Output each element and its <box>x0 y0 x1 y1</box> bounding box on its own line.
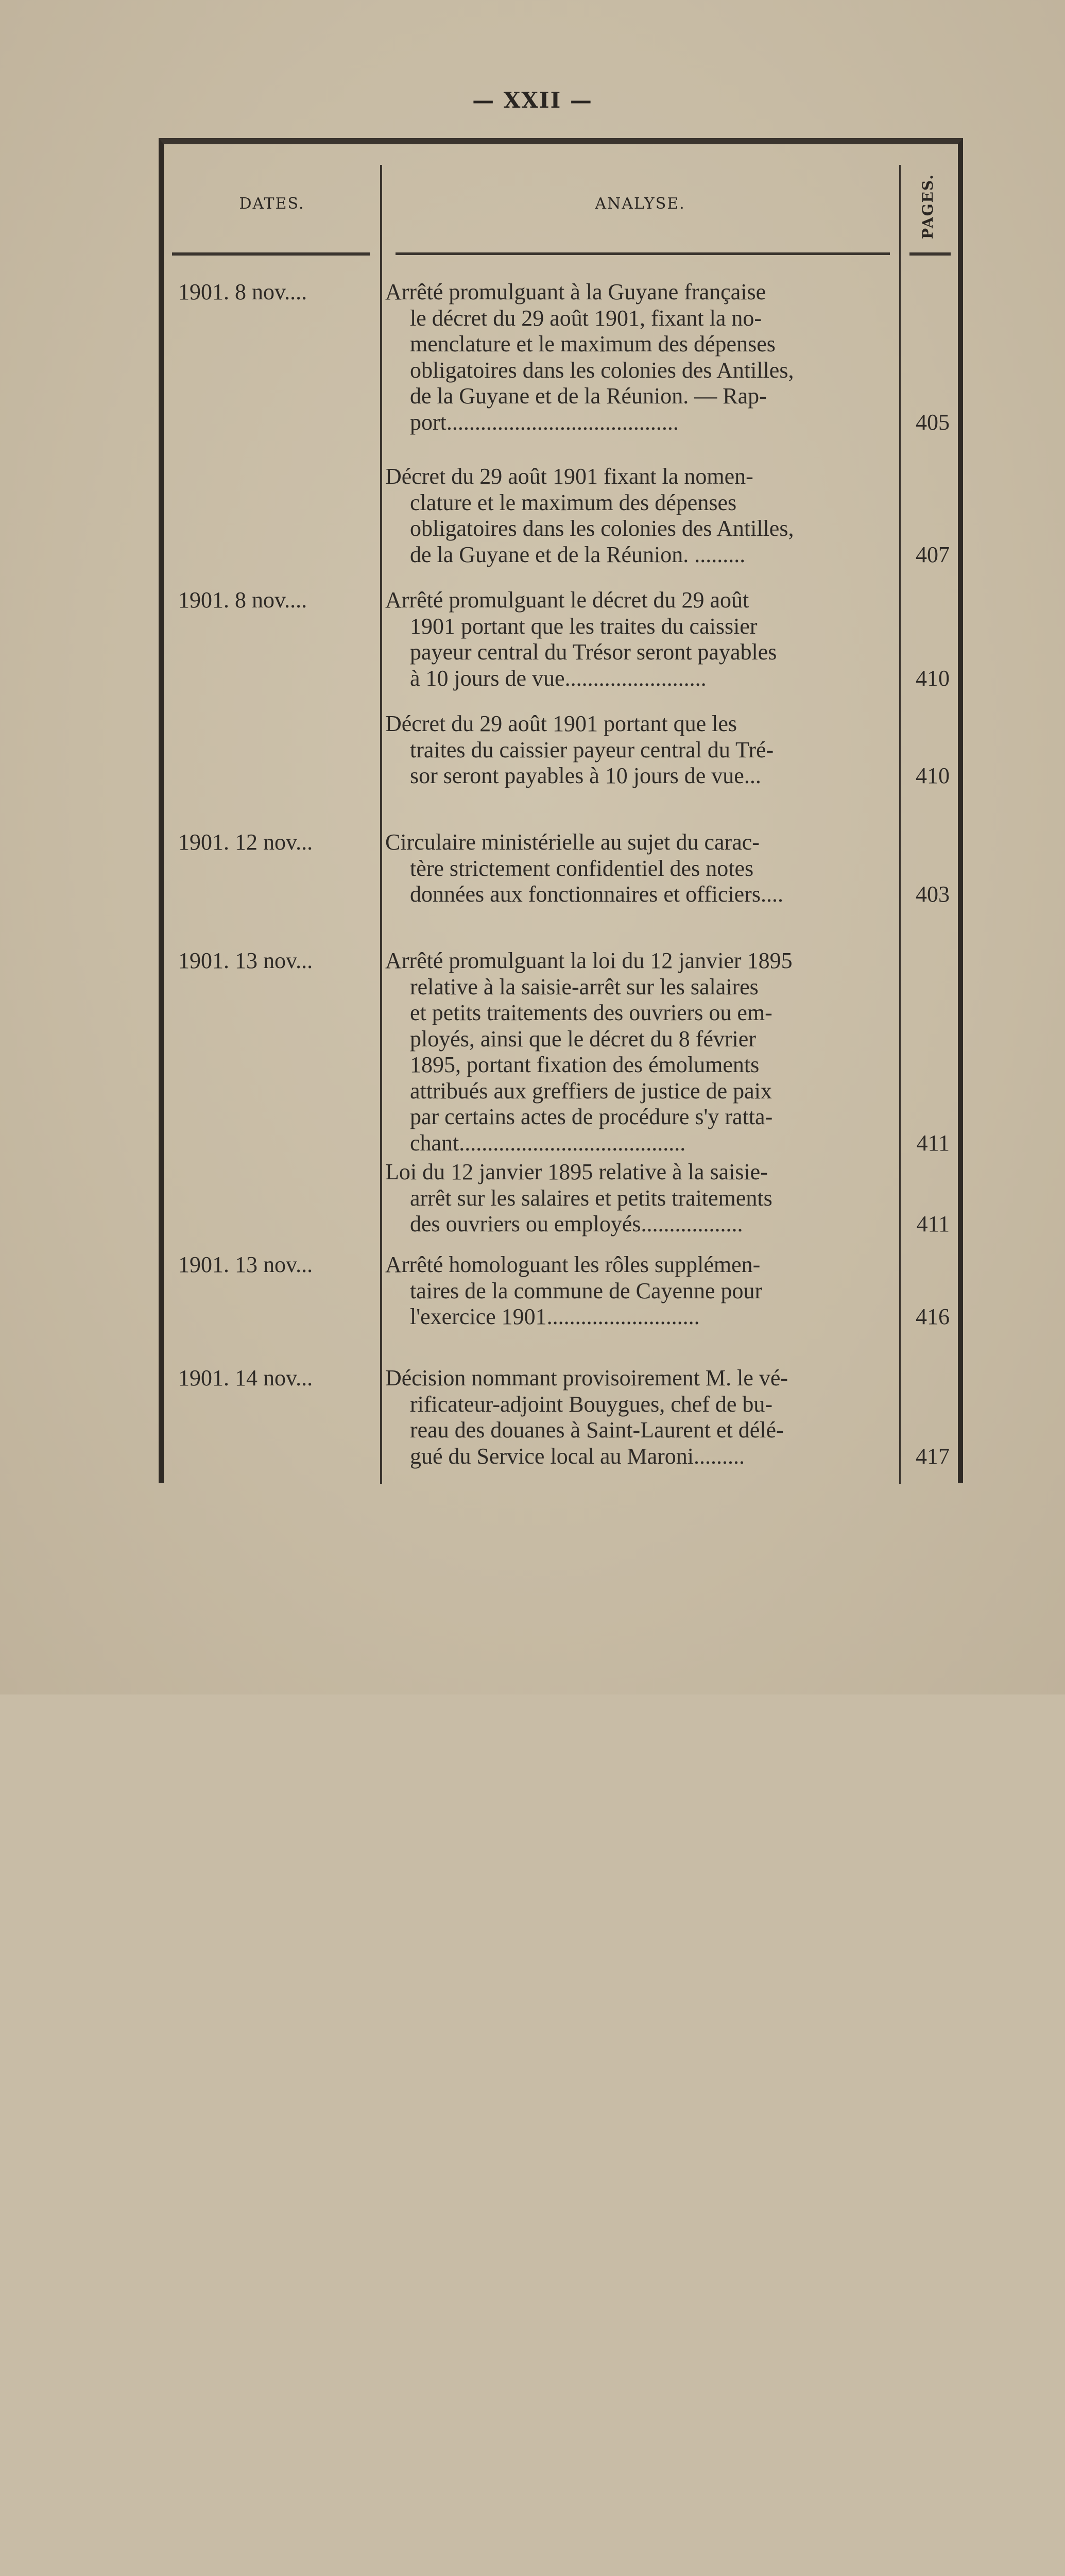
analysis-line: Décision nommant provisoirement M. le vé- <box>385 1365 895 1392</box>
analysis-line: ployés, ainsi que le décret du 8 février <box>385 1026 895 1053</box>
index-table <box>159 138 963 1483</box>
analysis-line: Arrêté promulguant la loi du 12 janvier 1895 <box>385 948 895 974</box>
analysis-line: de la Guyane et de la Réunion. — Rap- <box>385 383 895 410</box>
entry-date: 1901. 14 nov... <box>178 1365 379 1391</box>
analysis-line: attribués aux greffiers de justice de paix <box>385 1078 895 1105</box>
entry-date: 1901. 12 nov... <box>178 829 379 855</box>
entry-analysis <box>385 829 895 908</box>
analysis-line: l'exercice 1901........................... <box>385 1304 895 1330</box>
analysis-line: menclature et le maximum des dépenses <box>385 331 895 358</box>
entry-page-number: 403 <box>900 882 950 2576</box>
analysis-line: des ouvriers ou employés.................. <box>385 1211 895 1238</box>
analysis-line: rificateur-adjoint Bouygues, chef de bu- <box>385 1392 895 1418</box>
analysis-line: à 10 jours de vue......................... <box>385 666 895 692</box>
header-dates: DATES. <box>164 195 380 213</box>
analysis-line: le décret du 29 août 1901, fixant la no- <box>385 306 895 332</box>
entry-analysis <box>385 948 895 1156</box>
analysis-line: traites du caissier payeur central du Tré- <box>385 737 895 764</box>
analysis-line: 1901 portant que les traites du caissier <box>385 614 895 640</box>
entry-analysis <box>385 711 895 789</box>
analysis-line: 1895, portant fixation des émoluments <box>385 1052 895 1078</box>
analysis-line: sor seront payables à 10 jours de vue... <box>385 763 895 789</box>
analysis-line: reau des douanes à Saint-Laurent et délé- <box>385 1417 895 1444</box>
header-pages <box>899 170 956 242</box>
analysis-line: par certains actes de procédure s'y ratta- <box>385 1104 895 1130</box>
column-divider-dates <box>380 165 382 1484</box>
header-rule-pages <box>909 252 951 256</box>
analysis-line: et petits traitements des ouvriers ou em- <box>385 1000 895 1026</box>
header-rule-dates <box>172 252 370 256</box>
entry-date: 1901. 13 nov... <box>178 948 379 974</box>
analysis-line: relative à la saisie-arrêt sur les salaires <box>385 974 895 1001</box>
analysis-line: taires de la commune de Cayenne pour <box>385 1278 895 1304</box>
entry-page-number: 407 <box>900 542 950 2236</box>
entry-page-number: 417 <box>900 1444 950 2576</box>
entry-date: 1901. 8 nov.... <box>178 279 379 305</box>
analysis-line: Arrêté promulguant le décret du 29 août <box>385 587 895 614</box>
analysis-line: de la Guyane et de la Réunion. ......... <box>385 542 895 568</box>
analysis-line: Arrêté homologuant les rôles supplémen- <box>385 1252 895 1278</box>
entry-page-number: 411 <box>900 1130 950 2576</box>
entry-analysis <box>385 279 895 435</box>
entry-analysis <box>385 587 895 691</box>
page-number: — XXII — <box>0 88 1065 113</box>
analysis-line: Décret du 29 août 1901 fixant la nomen- <box>385 464 895 490</box>
analysis-line: obligatoires dans les colonies des Antilles, <box>385 358 895 384</box>
analysis-line: chant........................................ <box>385 1130 895 1157</box>
entry-analysis <box>385 1252 895 1330</box>
entry-analysis <box>385 1159 895 1238</box>
entry-page-number: 410 <box>900 763 950 2458</box>
analysis-line: Loi du 12 janvier 1895 relative à la saisie- <box>385 1159 895 1185</box>
analysis-line: arrêt sur les salaires et petits traitements <box>385 1185 895 1212</box>
analysis-line: gué du Service local au Maroni......... <box>385 1444 895 1470</box>
analysis-line: port......................................... <box>385 410 895 436</box>
entry-page-number: 405 <box>900 410 950 2104</box>
analysis-line: Décret du 29 août 1901 portant que les <box>385 711 895 737</box>
analysis-line: obligatoires dans les colonies des Antilles, <box>385 516 895 542</box>
analysis-line: données aux fonctionnaires et officiers.... <box>385 882 895 908</box>
entry-date: 1901. 13 nov... <box>178 1252 379 1278</box>
entry-analysis <box>385 464 895 568</box>
header-pages-label: PAGES. <box>919 174 936 239</box>
entry-page-number: 411 <box>900 1211 950 2576</box>
entry-page-number: 416 <box>900 1304 950 2576</box>
analysis-line: Arrêté promulguant à la Guyane française <box>385 279 895 306</box>
analysis-line: payeur central du Trésor seront payables <box>385 639 895 666</box>
analysis-line: Circulaire ministérielle au sujet du carac- <box>385 829 895 856</box>
entry-date: 1901. 8 nov.... <box>178 587 379 613</box>
analysis-line: clature et le maximum des dépenses <box>385 490 895 516</box>
header-rule-analyse <box>396 252 890 255</box>
analysis-line: tère strictement confidentiel des notes <box>385 856 895 882</box>
header-analyse: ANALYSE. <box>385 195 895 213</box>
entry-page-number: 410 <box>900 666 950 2360</box>
entry-analysis <box>385 1365 895 1469</box>
